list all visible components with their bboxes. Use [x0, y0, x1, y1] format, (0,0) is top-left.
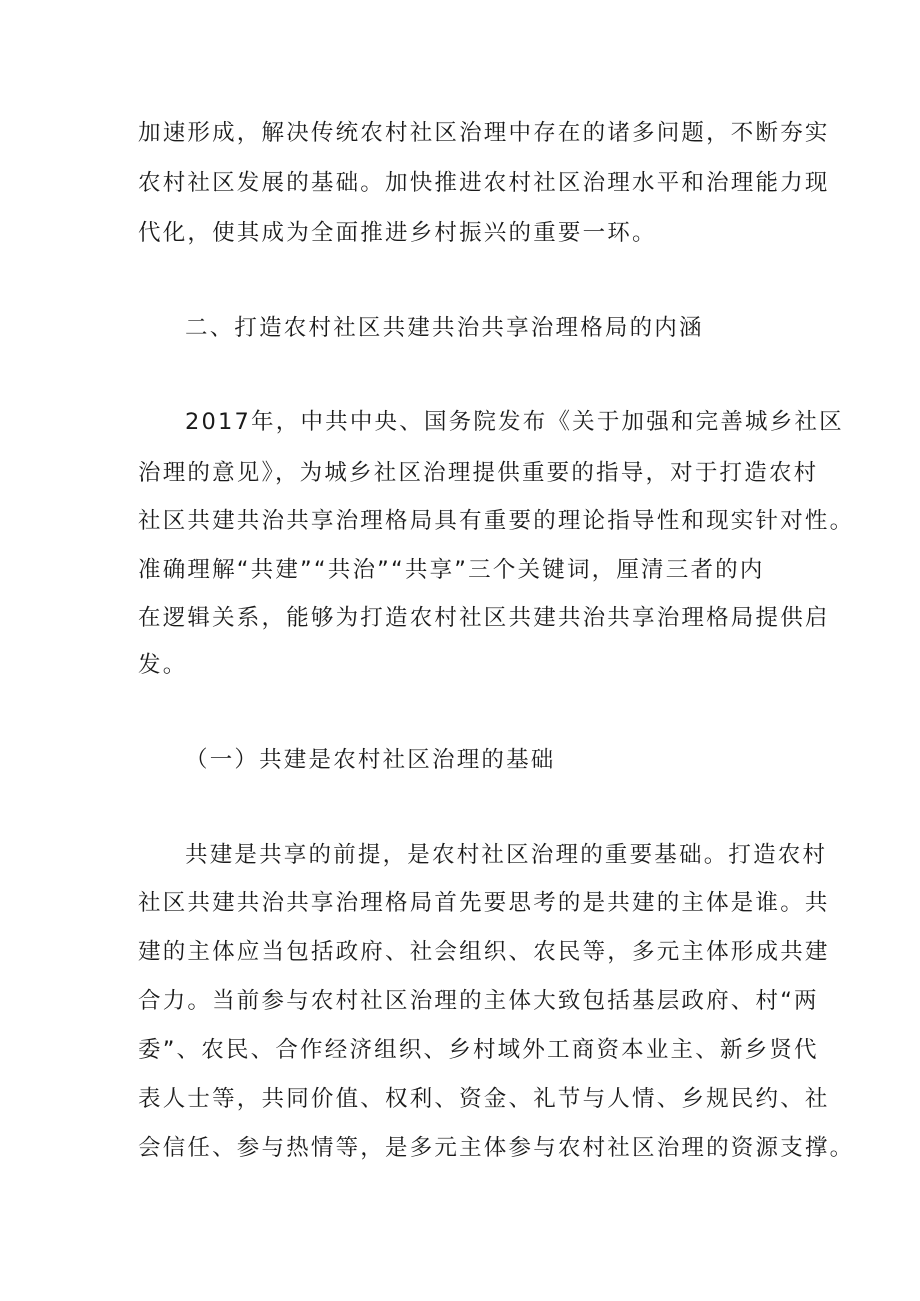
paragraph-line: 发。	[138, 652, 188, 678]
paragraph-line: 表人士等，共同价值、权利、资金、礼节与人情、乡规民约、社	[138, 1086, 830, 1112]
paragraph-line: 共建是共享的前提，是农村社区治理的重要基础。打造农村	[185, 842, 828, 868]
paragraph-line: 委”、农民、合作经济组织、乡村域外工商资本业主、新乡贤代	[138, 1037, 819, 1063]
paragraph-line: 会信任、参与热情等，是多元主体参与农村社区治理的资源支撑。	[138, 1135, 855, 1161]
paragraph-line: 在逻辑关系，能够为打造农村社区共建共治共享治理格局提供启	[138, 605, 830, 631]
paragraph-line: 加速形成，解决传统农村社区治理中存在的诸多问题，不断夯实	[138, 120, 830, 146]
paragraph-line: 农村社区发展的基础。加快推进农村社区治理水平和治理能力现	[138, 170, 830, 196]
section-heading: 二、打造农村社区共建共治共享治理格局的内涵	[185, 315, 704, 341]
paragraph-line: 社区共建共治共享治理格局具有重要的理论指导性和现实针对性。	[138, 508, 855, 534]
paragraph-line: 代化，使其成为全面推进乡村振兴的重要一环。	[138, 220, 657, 246]
paragraph-line: 治理的意见》，为城乡社区治理提供重要的指导，对于打造农村	[138, 460, 819, 486]
paragraph-line: 准确理解“共建”“共治”“共享”三个关键词，厘清三者的内	[138, 557, 765, 583]
paragraph-line: 社区共建共治共享治理格局首先要思考的是共建的主体是谁。共	[138, 890, 830, 916]
paragraph-line: 建的主体应当包括政府、社会组织、农民等，多元主体形成共建	[138, 939, 830, 965]
subsection-heading: （一）共建是农村社区治理的基础	[185, 747, 556, 773]
paragraph-line: 合力。当前参与农村社区治理的主体大致包括基层政府、村“两	[138, 988, 819, 1014]
paragraph-line: 2017年，中共中央、国务院发布《关于加强和完善城乡社区	[185, 409, 844, 435]
